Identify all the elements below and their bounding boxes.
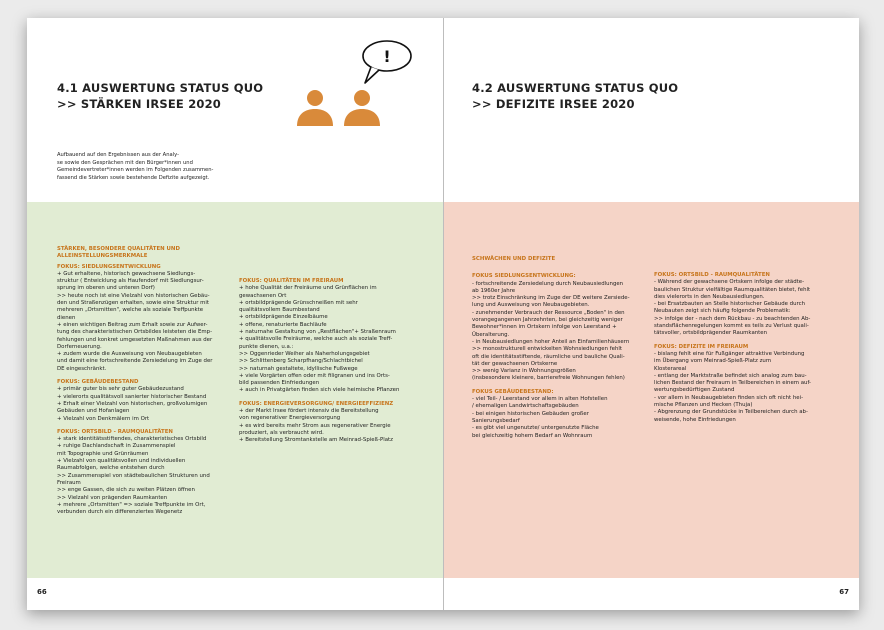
section-line: + Gut erhaltene, historisch gewachsene Siedlungs- (57, 270, 196, 277)
section-line: Sanierungsbedarf (472, 417, 520, 424)
section-heading: FOKUS: QUALITÄTEN IM FREIRAUM (239, 278, 344, 284)
section-heading: FOKUS SIEDLUNGSENTWICKLUNG: (472, 273, 576, 280)
section-line: >> infolge der - nach dem Rückbau - zu beachtenden Ab- (654, 315, 811, 322)
section-line: + auch in Privatgärten finden sich viele heimische Pflanzen (239, 387, 400, 394)
section-line: struktur ( Entwicklung als Haufendorf mit Siedlungsur- (57, 278, 204, 285)
section-line: mehreren „Ortsmitten", welche als soziale Treffpunkte (57, 307, 204, 314)
deficits-panel (444, 202, 859, 578)
section-line: >> naturnah gestaltete, idyllische Fußwege (239, 365, 358, 372)
section-heading: FOKUS: SIEDLUNGSENTWICKLUNG (57, 263, 161, 270)
section-line: - bislang fehlt eine für Fußgänger attraktive Verbindung (654, 350, 805, 357)
panel-title-line: ALLEINSTELLUNGSMERKMALE (57, 253, 148, 260)
section-line: lung und Ausweisung von Neubaugebieten. (472, 302, 590, 309)
person-icon (354, 90, 370, 106)
section-line: bild passenden Einfriedungen (239, 380, 320, 387)
strengths-column-1 (57, 246, 257, 522)
section-heading: FOKUS GEBÄUDEBESTAND: (472, 388, 554, 395)
section-heading: FOKUS: DEFIZITE IM FREIRAUM (654, 343, 749, 350)
text-section (239, 278, 439, 395)
speech-bubble-icon (357, 37, 413, 87)
section-line: + es wird bereits mehr Strom aus regenerativer Energie (239, 422, 391, 429)
right-heading (472, 80, 678, 112)
section-line: Freiraum (57, 479, 81, 486)
section-line: >> enge Gassen, die sich zu weiten Plätzen öffnen (57, 487, 195, 494)
text-section (654, 272, 846, 338)
section-line: >> heute noch ist eine Vielzahl von historischen Gebäu- (57, 292, 210, 299)
exclamation-mark: ! (383, 47, 391, 66)
text-section (472, 389, 654, 440)
section-line: dies vielerorts in den Neubausiedlungen. (654, 293, 765, 300)
person-body-icon (297, 109, 333, 126)
right-page (444, 18, 859, 610)
section-line: >> Vielzahl von prägenden Raumkanten (57, 494, 168, 501)
section-line: + qualitätsvolle Freiräume, welche auch als soziale Treff- (239, 336, 393, 343)
right-heading-line2: >> DEFIZITE IRSEE 2020 (472, 97, 635, 111)
section-line: punkte dienen, u.a.: (239, 343, 294, 350)
people-icon (295, 90, 385, 130)
section-heading: FOKUS: GEBÄUDEBESTAND (57, 379, 139, 386)
intro-line: Gemeindevertreter*innen werden im Folgenden zusammen- (57, 167, 214, 174)
section-line: Überalterung. (472, 331, 510, 338)
section-line: vorangegangenen Jahrzehnten, bei gleichzeitig weniger (472, 317, 623, 324)
section-line: + offene, renaturierte Bachläufe (239, 321, 327, 328)
section-line: (insbesondere kleinere, barrierefreie Wohnungen fehlen) (472, 375, 625, 382)
section-line: qualitätsvollem Baumbestand (239, 307, 320, 314)
section-line: Klosterareal (654, 365, 687, 372)
section-line: - entlang der Marktstraße befindet sich analog zum bau- (654, 372, 807, 379)
section-line: + ortsbildprägende Grünschneißen mit sehr (239, 299, 358, 306)
section-line: + der Markt Irsee fördert intensiv die Bereitstellung (239, 408, 379, 415)
section-line: dienen (57, 314, 76, 321)
section-line: lichen Bestand der Freiraum in Teilbereichen in einem auf- (654, 380, 812, 387)
deficits-column-2 (654, 272, 846, 430)
section-line: - fortschreitende Zersiedelung durch Neubausiedlungen (472, 280, 624, 287)
section-line: Dorferneuerung. (57, 343, 102, 350)
text-section (472, 273, 654, 382)
section-line: >> Oggenrieder Weiher als Naherholungsgebiet (239, 350, 370, 357)
section-line: + primär guter bis sehr guter Gebäudezustand (57, 386, 184, 393)
section-line: - Abgrenzung der Grundstücke in Teilbereichen durch ab- (654, 409, 808, 416)
section-line: fehlungen und konkret umgesetzten Maßnahmen aus der (57, 336, 213, 343)
section-line: >> monostrukturell entwickelten Wohnsiedlungen fehlt (472, 346, 622, 353)
section-line: + naturnahe Gestaltung von „Restflächen"+ Straßenraum (239, 329, 396, 336)
section-line: + Vielzahl von qualitätsvollen und individuellen (57, 458, 186, 465)
section-line: - in Neubausiedlungen hoher Anteil an Einfamilienhäusern (472, 338, 630, 345)
section-line: Neubauten zeigt sich häufig folgende Problematik: (654, 308, 791, 315)
book-spread (27, 18, 859, 610)
person-body-icon (344, 109, 380, 126)
section-line: sprung im oberen und unteren Dorf) (57, 285, 155, 292)
section-line: + vielerorts qualitätsvoll sanierter historischer Bestand (57, 393, 207, 400)
text-section (654, 344, 846, 424)
section-line: verbunden durch ein differenziertes Wegenetz (57, 509, 183, 516)
section-line: + Vielzahl von Denkmälern im Ort (57, 415, 150, 422)
section-line: baulichen Struktur vielfältige Raumqualitäten bietet, fehlt (654, 286, 811, 293)
section-heading: FOKUS: ORTSBILD - RAUMQUALITÄTEN (654, 272, 770, 278)
section-line: DE eingeschränkt. (57, 365, 107, 372)
section-heading: FOKUS: ORTSBILD - RAUMQUALITÄTEN (57, 428, 173, 435)
section-line: + stark identitätsstiftendes, charakteristisches Ortsbild (57, 436, 207, 443)
text-section (239, 401, 439, 445)
section-line: + viele Vorgärten offen oder mit filigranen und ins Orts- (239, 372, 390, 379)
page-number-right: 67 (839, 588, 849, 596)
section-line: oft die identitätsstiftende, räumliche und bauliche Quali- (472, 353, 625, 360)
section-line: + Erhalt einer Vielzahl von historischen, großvolumigen (57, 400, 208, 407)
section-line: produziert, als verbraucht wird. (239, 429, 324, 436)
section-line: - bei Ersatzbauten an Stelle historischer Gebäude durch (654, 301, 805, 308)
section-line: gewachsenen Ort (239, 292, 287, 299)
section-line: - zunehmender Verbrauch der Ressource „Boden" in den (472, 309, 625, 316)
deficits-column-1 (472, 256, 654, 446)
intro-text (57, 152, 254, 183)
panel-title (57, 246, 257, 261)
left-heading (57, 80, 263, 112)
section-line: + Bereitstellung Stromtankstelle am Meinrad-Spieß-Platz (239, 437, 394, 444)
section-line: wertungsbedürftigen Zustand (654, 387, 735, 394)
section-heading: FOKUS: ENERGIEVERSORGUNG/ ENERGIEEFFIZIENZ (239, 400, 394, 407)
person-icon (307, 90, 323, 106)
section-line: Raumabfolgen, welche entstehen durch (57, 465, 165, 472)
text-section (57, 264, 257, 373)
section-line: mische Pflanzen und Hecken (Thuja) (654, 402, 753, 409)
section-line: - bei einigen historischen Gebäuden großer (472, 410, 589, 417)
section-line: weisende, hohe Einfriedungen (654, 416, 736, 423)
section-line: >> Zusammenspiel von städtebaulichen Strukturen und (57, 472, 210, 479)
section-line: tung des charakteristischen Ortsbildes leisteten die Emp- (57, 329, 213, 336)
section-line: bei gleichzeitig hohem Bedarf an Wohnraum (472, 432, 593, 439)
section-line: ab 1960er Jahre (472, 287, 516, 294)
section-line: + hohe Qualität der Freiräume und Grünflächen im (239, 285, 377, 292)
section-line: + zudem wurde die Ausweisung von Neubaugebieten (57, 351, 202, 358)
left-heading-line1: 4.1 AUSWERTUNG STATUS QUO (57, 81, 264, 95)
section-line: den und Straßenzügen erhalten, sowie eine Struktur mit (57, 300, 209, 307)
section-line: tätsvoller, ortsbildprägender Raumkanten (654, 330, 768, 337)
right-heading-line1: 4.2 AUSWERTUNG STATUS QUO (472, 81, 679, 95)
panel-title-line: STÄRKEN, BESONDERE QUALITÄTEN UND (57, 246, 180, 252)
left-page (27, 18, 443, 610)
section-line: + einen wichtigen Beitrag zum Erhalt sowie zur Aufwer- (57, 321, 208, 328)
section-line: + ruhige Dachlandschaft in Zusammenspiel (57, 443, 176, 450)
section-line: standsflächenregelungen kommt es teils zu Verlust quali- (654, 323, 809, 330)
page-number-left: 66 (37, 588, 47, 596)
section-line: Gebäuden und Hofanlagen (57, 408, 130, 415)
panel-title: SCHWÄCHEN UND DEFIZITE (472, 256, 556, 262)
section-line: Bewohner*innen im Ortskern infolge von Leerstand + (472, 324, 617, 331)
text-section (57, 429, 257, 517)
intro-line: fassend die Stärken sowie bestehende Defizite aufgezeigt. (57, 175, 210, 182)
section-line: / ehemaligen Landwirtschaftsgebäuden (472, 403, 579, 410)
section-line: - Während der gewachsene Ortskern infolge der städte- (654, 279, 805, 286)
left-heading-line2: >> STÄRKEN IRSEE 2020 (57, 97, 221, 111)
section-line: und damit eine fortschreitende Zersiedelung im Zuge der (57, 358, 213, 365)
strengths-panel (27, 202, 443, 578)
text-section (57, 379, 257, 423)
section-line: - es gibt viel ungenutzte/ untergenutzte Fläche (472, 425, 599, 432)
section-line: mit Topographie und Grünräumen (57, 450, 149, 457)
section-line: im Übergang vom Meinrad-Spieß-Platz zum (654, 358, 772, 365)
intro-line: se sowie den Gesprächen mit den Bürger*innen und (57, 159, 193, 166)
section-line: + mehrere „Ortsmitten" => soziale Treffpunkte im Ort, (57, 501, 206, 508)
strengths-column-2 (239, 278, 439, 451)
section-line: - viel Teil- / Leerstand vor allem in alten Hofstellen (472, 396, 608, 403)
section-line: >> wenig Varianz in Wohnungsgrößen (472, 368, 576, 375)
section-line: - vor allem in Neubaugebieten finden sich oft nicht hei- (654, 394, 804, 401)
intro-line: Aufbauend auf den Ergebnissen aus der Analy- (57, 152, 179, 158)
section-line: von regenerativer Energieversorgung (239, 415, 341, 422)
section-line: tät der gewachsenen Ortskerne (472, 360, 558, 367)
section-line: >> trotz Einschränkung im Zuge der DE weitere Zersiede- (472, 295, 630, 302)
section-line: + ortsbildprägende Einzelbäume (239, 314, 328, 321)
section-line: >> Schlittenberg Scharpfhang/Schlachtbichel (239, 358, 363, 365)
